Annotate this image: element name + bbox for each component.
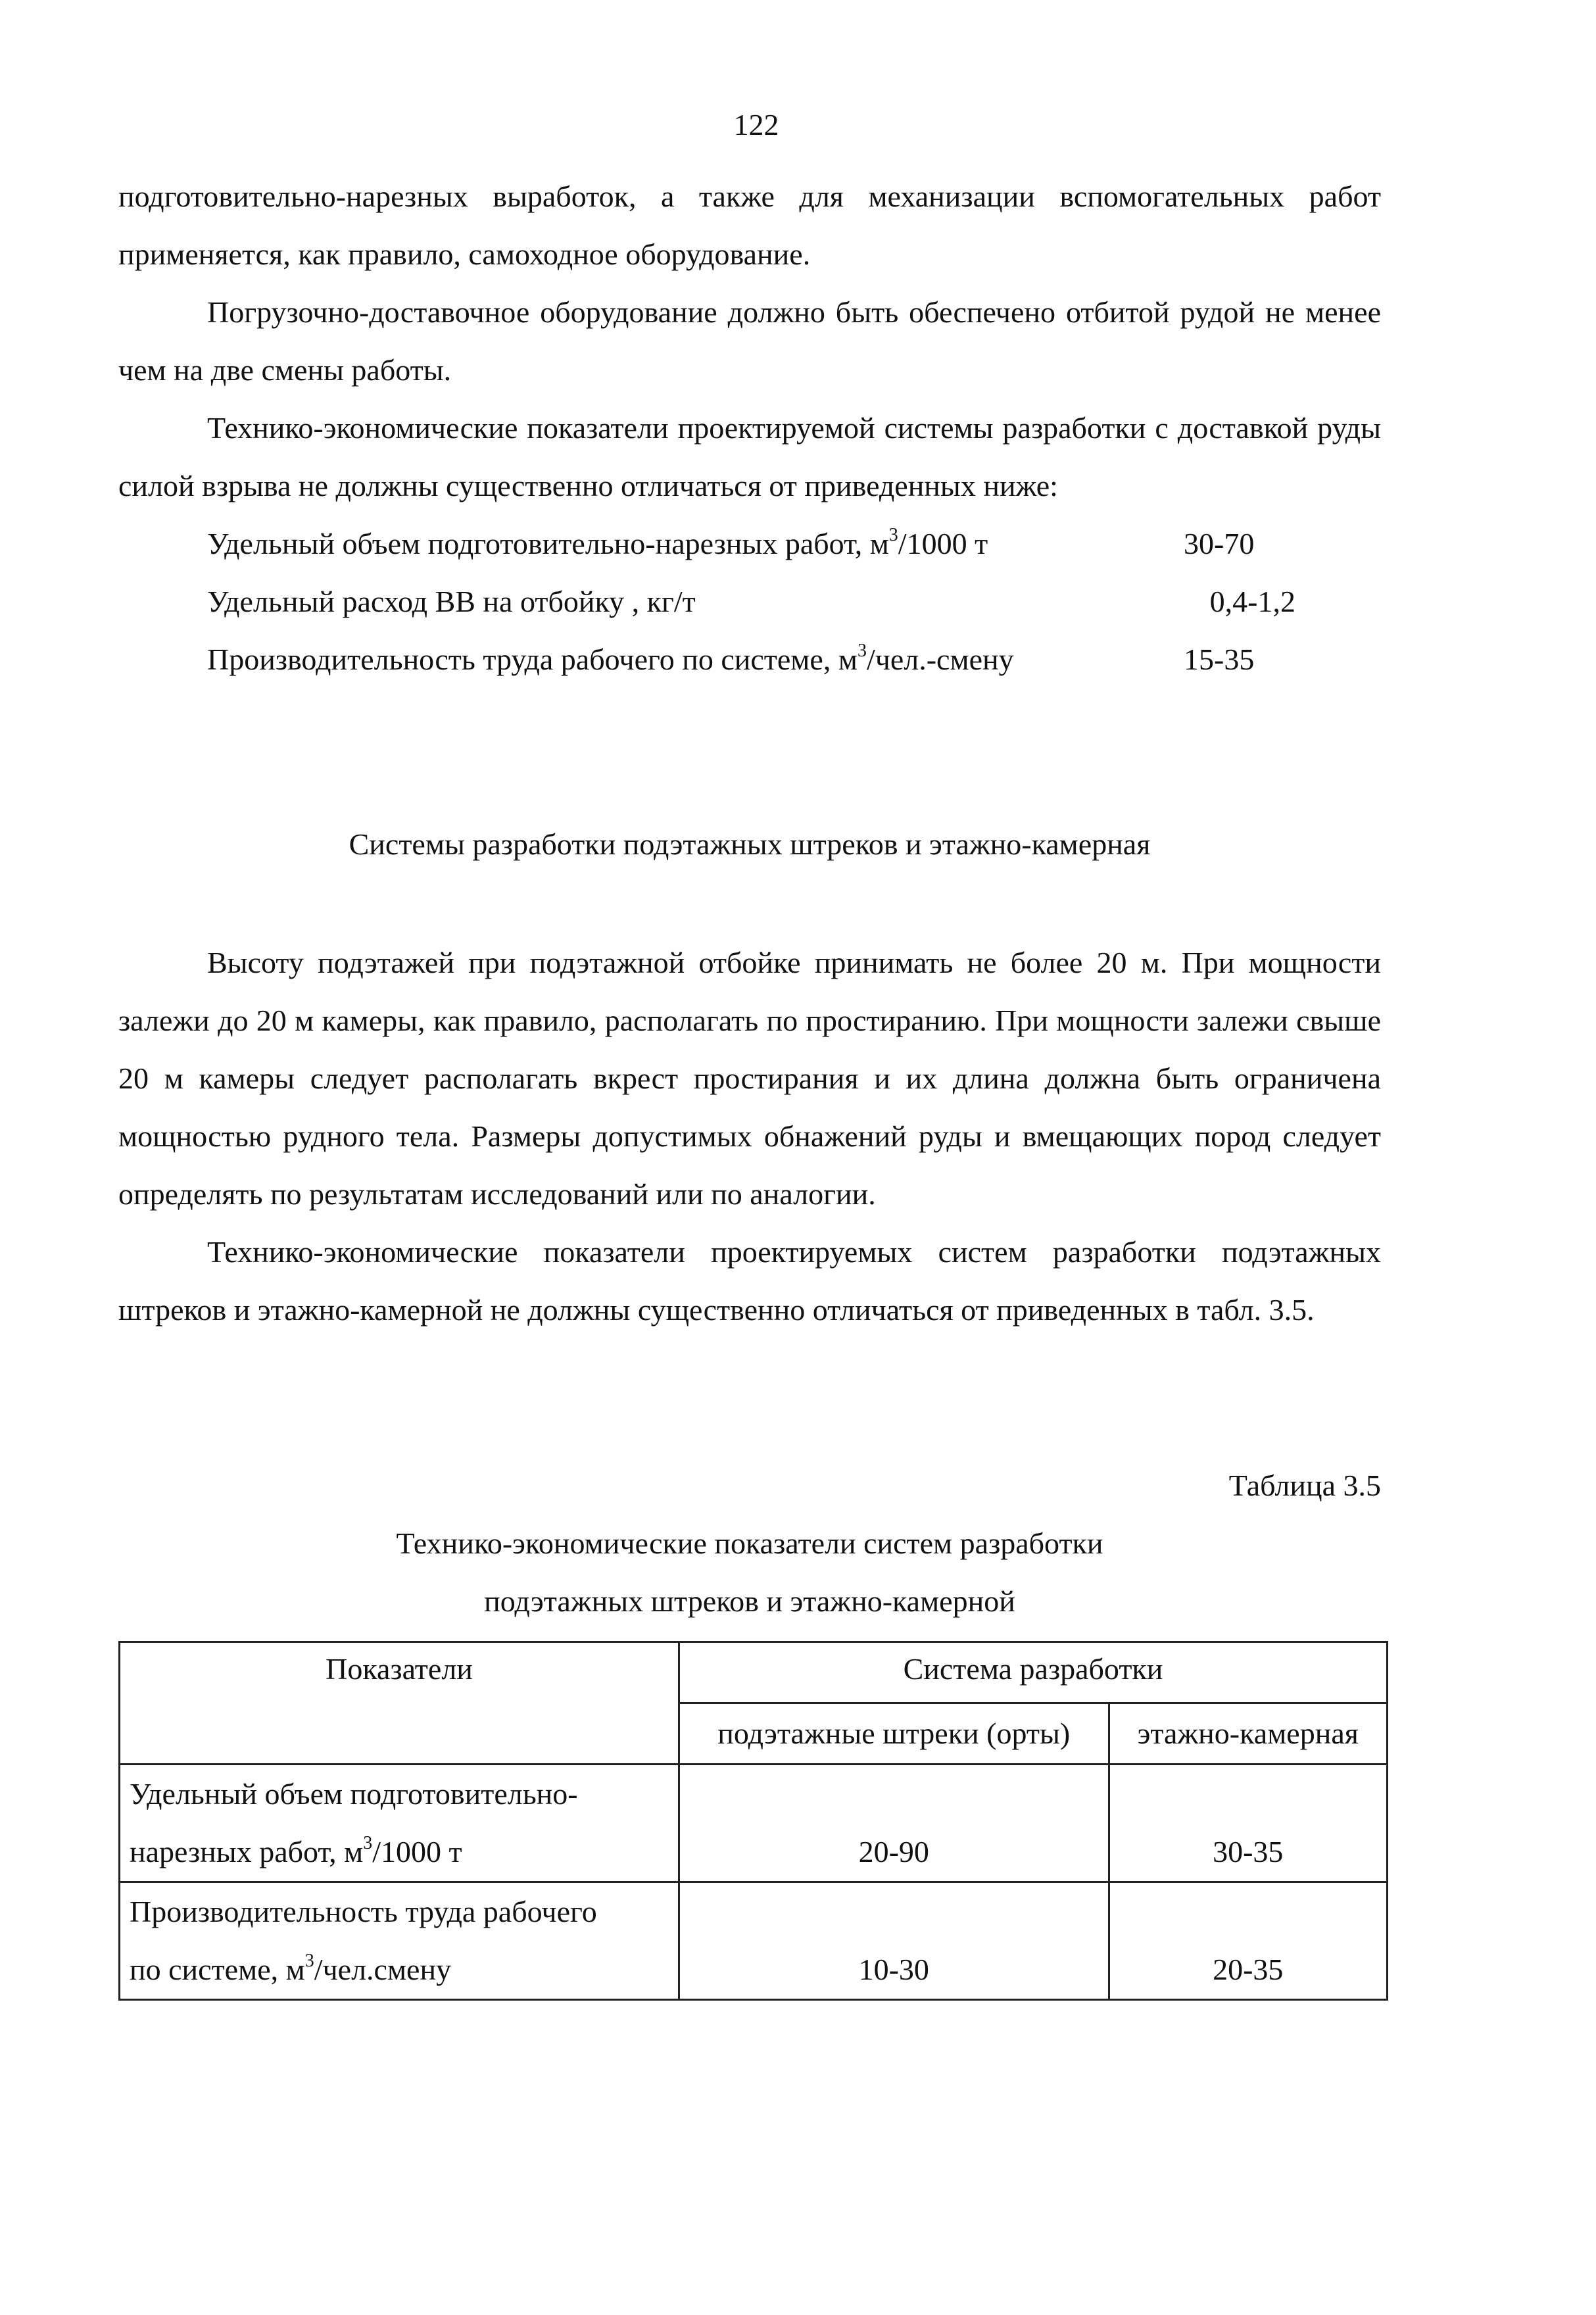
indicator-value: 0,4-1,2 [1209, 585, 1295, 618]
paragraph-loading-equipment: Погрузочно-доставочное оборудование должно быть обеспечено отбитой рудой не менее чем на две смены работы. [118, 295, 1381, 387]
indicator-row [118, 573, 1381, 631]
paragraph-indicators-reference: Технико-экономические показатели проектируемых систем разработки подэтажных штреков и этажно-камерной не должны существенно отличаться от приведенных в табл. 3.5. [118, 1235, 1381, 1327]
indicator-row [118, 631, 1381, 689]
header-sublevel-drifts: подэтажные штреки (орты) [679, 1703, 1109, 1765]
indicator-row [118, 515, 1381, 573]
paragraph-indicators-intro: Технико-экономические показатели проектируемой системы разработки с доставкой руды силой взрыва не должны существенно отличаться от приведенных ниже: [118, 411, 1381, 502]
indicator-list [118, 515, 1381, 689]
value-sublevel-drifts: 10-30 [679, 1882, 1109, 2000]
indicator-label: Удельный расход ВВ на отбойку , кг/т [207, 585, 696, 618]
section-heading-block [118, 816, 1381, 873]
header-level-chamber: этажно-камерная [1109, 1703, 1387, 1765]
section-text [118, 934, 1381, 1339]
table-header-row [120, 1642, 1388, 1703]
table-caption [118, 1457, 1381, 1630]
paragraph-continuation: подготовительно-нарезных выработок, а также для механизации вспомогательных работ применяется, как правило, самоходное оборудование. [118, 180, 1381, 271]
table-row [120, 1882, 1388, 2000]
table-label: Таблица 3.5 [1228, 1469, 1381, 1502]
indicator-label: Удельный объем подготовительно-нарезных работ, $м^3/1000$ т [207, 524, 988, 560]
indicators-table [118, 1641, 1388, 2001]
indicator-label: Производительность труда рабочего по системе, $м^3/чел$.-смену [207, 640, 1014, 676]
table-row [120, 1765, 1388, 1882]
table-title-line-1: Технико-экономические показатели систем разработки [396, 1526, 1103, 1560]
indicator-value: 30-70 [1184, 527, 1255, 560]
table-title-line-2: подэтажных штреков и этажно-камерной [484, 1584, 1015, 1618]
value-sublevel-drifts: 20-90 [679, 1765, 1109, 1882]
value-level-chamber: 20-35 [1109, 1882, 1387, 2000]
intro-text [118, 168, 1381, 689]
row-label: Производительность труда рабочего по системе, $м^3/чел.смену$ [120, 1882, 679, 2000]
header-indicators: Показатели [120, 1642, 679, 1765]
value-level-chamber: 30-35 [1109, 1765, 1387, 1882]
section-heading: Системы разработки подэтажных штреков и этажно-камерная [349, 827, 1151, 861]
paragraph-sublevel-height: Высоту подэтажей при подэтажной отбойке принимать не более 20 м. При мощности залежи до 20 м камеры, как правило, располагать по простиранию. При мощности залежи свыше 20 м камеры следует располагать вкрест простирания и их длина должна быть ограничена мощностью рудного тела. Размеры допустимых обнажений руды и вмещающих пород следует определять по результатам исследований или по аналогии. [118, 946, 1381, 1211]
page-number: 122 [733, 108, 779, 141]
indicator-value: 15-35 [1184, 643, 1255, 676]
row-label: Удельный объем подготовительно- нарезных работ, $м^3/1000$ т [120, 1765, 679, 1882]
header-system: Система разработки [679, 1642, 1388, 1703]
